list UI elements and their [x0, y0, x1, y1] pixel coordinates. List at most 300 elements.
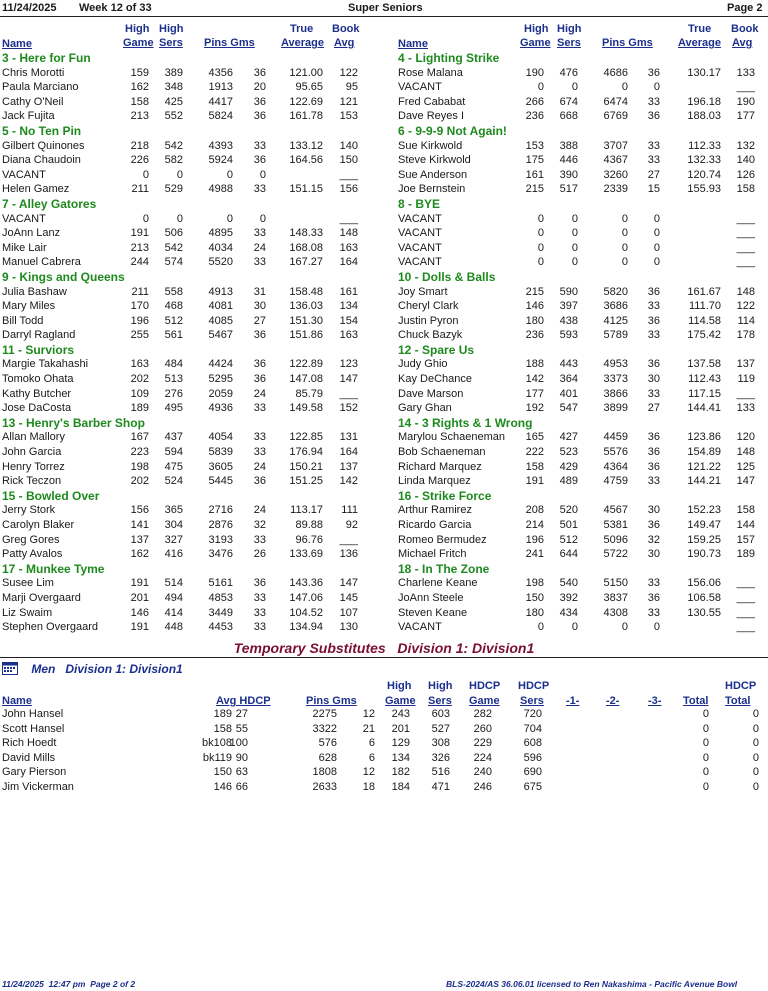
sub-pins: 3322 — [312, 722, 337, 735]
high-series: 425 — [164, 95, 183, 108]
sub-high-series: 308 — [431, 737, 450, 749]
high-series: 594 — [164, 446, 183, 459]
player-name: John Garcia — [2, 446, 62, 459]
games: 33 — [647, 95, 660, 108]
book-average: 189 — [736, 548, 755, 561]
player-row — [0, 460, 358, 475]
player-name: VACANT — [2, 168, 46, 181]
high-game: 0 — [537, 227, 544, 240]
player-row — [0, 285, 358, 300]
pins: 4356 — [208, 66, 233, 79]
player-name: Kathy Butcher — [2, 387, 72, 400]
true-average: 120.74 — [687, 168, 721, 181]
high-series: 674 — [559, 95, 578, 108]
player-row — [396, 95, 755, 110]
pins: 6769 — [603, 110, 628, 123]
player-row — [396, 299, 755, 314]
games: 36 — [647, 519, 660, 531]
player-row — [0, 241, 358, 256]
high-game: 141 — [130, 519, 149, 531]
high-game: 266 — [525, 95, 544, 108]
games: 33 — [647, 139, 660, 152]
games: 0 — [653, 81, 660, 94]
pins: 5445 — [208, 475, 233, 488]
high-series: 365 — [164, 504, 183, 517]
high-series: 0 — [571, 241, 578, 254]
player-row — [0, 153, 358, 168]
games: 36 — [647, 66, 660, 79]
high-series: 489 — [559, 475, 578, 488]
high-series: 523 — [559, 446, 578, 459]
games: 0 — [653, 227, 660, 240]
true-average: 121.00 — [289, 66, 323, 79]
games: 33 — [253, 446, 266, 459]
book-average: 158 — [736, 183, 755, 196]
sub-name: Jim Vickerman — [2, 780, 74, 793]
pins: 4853 — [208, 591, 233, 604]
sub-col-g1: -1- — [566, 695, 580, 707]
section-title: Temporary Substitutes Division 1: Division1 — [233, 640, 535, 656]
true-average: 158.48 — [289, 285, 323, 298]
pins: 0 — [621, 256, 628, 269]
col-true-1: True — [688, 23, 712, 35]
player-row — [396, 226, 755, 241]
sub-col-avg-hdcp: Avg HDCP — [216, 695, 271, 707]
sub-pins: 1808 — [312, 766, 337, 778]
true-average: 113.17 — [290, 504, 323, 517]
player-row — [396, 241, 755, 256]
book-average: 95 — [345, 81, 358, 94]
true-average: 112.43 — [688, 373, 721, 386]
true-average: 149.58 — [289, 402, 323, 415]
games: 33 — [647, 329, 660, 342]
player-name: Gilbert Quinones — [2, 139, 85, 152]
high-series: 476 — [559, 66, 578, 79]
high-series: 593 — [559, 329, 578, 342]
player-row — [396, 212, 755, 227]
high-series: 416 — [164, 548, 183, 561]
book-average: 156 — [339, 183, 358, 196]
sub-hdcp-game: 260 — [473, 722, 492, 735]
high-series: 276 — [164, 387, 183, 400]
sub-col-g2: -2- — [606, 695, 620, 707]
high-series: 512 — [559, 533, 578, 546]
games: 36 — [647, 431, 660, 444]
high-series: 512 — [164, 314, 183, 327]
sub-hdcp-game: 229 — [473, 737, 492, 749]
book-average: 157 — [736, 533, 755, 546]
team-heading: 3 - Here for Fun — [2, 51, 91, 65]
high-game: 137 — [130, 533, 149, 546]
sub-name: John Hansel — [2, 708, 64, 720]
book-average: 163 — [339, 329, 358, 342]
high-game: 0 — [142, 168, 149, 181]
player-row — [0, 372, 358, 387]
high-game: 175 — [525, 154, 544, 167]
team-heading: 5 - No Ten Pin — [2, 123, 82, 138]
player-name: Joy Smart — [398, 285, 448, 298]
sub-hdcp-total: 0 — [752, 708, 759, 720]
sub-hdcp-series: 690 — [523, 766, 542, 778]
player-row — [0, 299, 358, 314]
pins: 4308 — [603, 606, 628, 619]
high-series: 390 — [559, 168, 578, 181]
book-average: 133 — [736, 402, 755, 415]
book-average: ___ — [736, 227, 755, 240]
true-average: 152.23 — [687, 504, 721, 517]
pins: 0 — [621, 241, 628, 254]
book-average: 114 — [737, 314, 755, 327]
player-name: Margie Takahashi — [2, 358, 89, 371]
high-series: 388 — [559, 139, 578, 152]
book-average: 121 — [339, 95, 358, 108]
player-row — [0, 168, 358, 183]
high-game: 191 — [525, 475, 544, 488]
high-series: 574 — [164, 256, 183, 269]
high-series: 513 — [164, 373, 183, 386]
player-row — [0, 66, 358, 81]
high-series: 429 — [559, 460, 578, 473]
games: 0 — [653, 212, 660, 225]
high-series: 304 — [164, 519, 183, 531]
games: 33 — [253, 183, 266, 196]
sub-total: 0 — [702, 780, 709, 793]
games: 36 — [647, 110, 660, 123]
sub-hdcp-game: 240 — [473, 766, 492, 778]
high-series: 542 — [164, 241, 183, 254]
book-average: 133 — [736, 66, 755, 79]
book-average: 152 — [339, 402, 358, 415]
sub-hdcp-series: 720 — [523, 708, 542, 720]
book-average: ___ — [339, 212, 358, 225]
high-series: 414 — [164, 606, 183, 619]
games: 0 — [653, 256, 660, 269]
high-series: 501 — [559, 519, 578, 531]
pins: 4417 — [208, 95, 233, 108]
true-average: 106.58 — [687, 591, 721, 604]
sub-pins: 2633 — [312, 780, 337, 793]
games: 36 — [647, 446, 660, 459]
high-series: 0 — [571, 81, 578, 94]
true-average: 111.70 — [688, 300, 721, 313]
games: 36 — [647, 358, 660, 371]
games: 33 — [647, 606, 660, 619]
true-average: 122.85 — [289, 431, 323, 444]
games: 30 — [647, 504, 660, 517]
high-series: 542 — [164, 139, 183, 152]
true-average: 190.73 — [687, 548, 721, 561]
high-series: 520 — [559, 504, 578, 517]
high-game: 191 — [130, 621, 149, 634]
sub-games: 12 — [362, 708, 375, 720]
true-average: 117.15 — [688, 387, 721, 400]
true-average: 167.27 — [289, 256, 323, 269]
high-series: 494 — [164, 591, 183, 604]
high-series: 0 — [571, 621, 578, 634]
high-game: 159 — [130, 66, 149, 79]
book-average: 119 — [737, 373, 755, 386]
sub-high-series: 603 — [431, 708, 450, 720]
sub-col-hdcp-game-2: Game — [469, 695, 500, 707]
high-game: 146 — [130, 606, 149, 619]
high-game: 158 — [130, 95, 149, 108]
games: 24 — [253, 460, 266, 473]
true-average: 161.78 — [289, 110, 323, 123]
pins: 5161 — [208, 577, 233, 590]
true-average: 114.58 — [688, 314, 721, 327]
player-row — [396, 255, 755, 270]
pins: 4567 — [603, 504, 628, 517]
player-name: Mike Lair — [2, 241, 47, 254]
sub-col-name: Name — [2, 695, 32, 707]
high-game: 215 — [525, 285, 544, 298]
pins: 5150 — [603, 577, 628, 590]
player-row — [396, 445, 755, 460]
high-game: 202 — [130, 475, 149, 488]
player-name: Bill Todd — [2, 314, 44, 327]
sub-hdcp-series: 596 — [523, 751, 542, 764]
pins: 4034 — [208, 241, 233, 254]
substitute-row — [0, 708, 768, 723]
player-row — [396, 620, 755, 635]
player-row — [396, 460, 755, 475]
player-row — [396, 591, 755, 606]
high-series: 397 — [559, 300, 578, 313]
col-true-1: True — [290, 23, 314, 35]
sub-hdcp-total: 0 — [752, 766, 759, 778]
book-average: 125 — [736, 460, 755, 473]
pins: 3476 — [208, 548, 233, 561]
games: 33 — [647, 300, 660, 313]
player-name: Marji Overgaard — [2, 591, 81, 604]
player-name: Julia Bashaw — [2, 285, 67, 298]
sub-high-game: 182 — [391, 766, 410, 778]
sub-high-game: 184 — [391, 780, 410, 793]
report-week: Week 12 of 33 — [79, 2, 152, 14]
high-series: 517 — [559, 183, 578, 196]
pins: 0 — [621, 227, 628, 240]
sub-high-game: 201 — [391, 722, 410, 735]
book-average: 122 — [736, 300, 755, 313]
high-game: 163 — [130, 358, 149, 371]
games: 32 — [253, 519, 266, 531]
player-row — [396, 80, 755, 95]
true-average: 85.79 — [295, 387, 323, 400]
team-heading: 7 - Alley Gatores — [2, 196, 97, 211]
high-game: 211 — [131, 285, 149, 298]
high-series: 524 — [164, 475, 183, 488]
true-average: 132.33 — [687, 154, 721, 167]
high-series: 427 — [559, 431, 578, 444]
games: 33 — [253, 139, 266, 152]
player-name: Gary Ghan — [398, 402, 452, 415]
games: 36 — [647, 314, 660, 327]
true-average: 155.93 — [687, 183, 721, 196]
book-average: 147 — [736, 475, 755, 488]
games: 31 — [253, 285, 266, 298]
sub-games: 21 — [362, 722, 375, 735]
sub-high-series: 471 — [431, 780, 450, 793]
sub-avg: 189 — [213, 708, 232, 720]
player-row — [0, 139, 358, 154]
footer-left: 11/24/2025 12:47 pm Page 2 of 2 — [2, 979, 136, 989]
high-game: 223 — [130, 446, 149, 459]
player-row — [396, 606, 755, 621]
player-name: Henry Torrez — [2, 460, 65, 473]
sub-games: 12 — [362, 766, 375, 778]
pins: 6474 — [603, 95, 628, 108]
player-name: VACANT — [398, 212, 442, 225]
pins: 3373 — [603, 373, 628, 386]
player-name: Kay DeChance — [398, 373, 472, 386]
team-heading: 15 - Bowled Over — [2, 488, 100, 503]
games: 30 — [647, 373, 660, 386]
pins: 2876 — [208, 519, 233, 531]
games: 36 — [253, 95, 266, 108]
high-game: 213 — [130, 241, 149, 254]
high-series: 540 — [559, 577, 578, 590]
high-series: 0 — [571, 227, 578, 240]
games: 27 — [647, 402, 660, 415]
col-book-2: Avg — [732, 37, 753, 49]
book-average: 123 — [339, 358, 358, 371]
true-average: 136.03 — [289, 300, 323, 313]
book-average: ___ — [339, 387, 358, 400]
pins: 5924 — [208, 154, 233, 167]
book-average: 120 — [736, 431, 755, 444]
report-header — [0, 1, 768, 16]
sub-name: David Mills — [2, 751, 56, 764]
player-name: Ricardo Garcia — [398, 519, 472, 531]
true-average: 176.94 — [289, 446, 323, 459]
high-game: 202 — [130, 373, 149, 386]
sub-pins: 2275 — [312, 708, 337, 720]
sub-games: 18 — [362, 780, 375, 793]
player-name: Sue Anderson — [398, 168, 468, 181]
pins: 4393 — [208, 139, 233, 152]
left-standings — [0, 51, 358, 635]
sub-high-game: 129 — [391, 737, 410, 749]
pins: 5096 — [603, 533, 628, 546]
book-average: ___ — [736, 241, 755, 254]
sub-high-series: 527 — [431, 722, 450, 735]
sub-col-hdcp-sers-1: HDCP — [518, 680, 550, 692]
player-name: Linda Marquez — [398, 475, 471, 488]
player-name: Diana Chaudoin — [2, 154, 81, 167]
pins: 0 — [226, 168, 233, 181]
player-row — [396, 547, 755, 562]
book-average: 150 — [339, 154, 358, 167]
high-game: 236 — [525, 329, 544, 342]
high-game: 214 — [525, 519, 544, 531]
pins: 5520 — [208, 256, 233, 269]
book-average: 140 — [339, 139, 358, 152]
sub-total: 0 — [702, 737, 709, 749]
games: 36 — [253, 110, 266, 123]
book-average: 161 — [339, 285, 358, 298]
high-game: 161 — [525, 168, 544, 181]
games: 15 — [647, 183, 660, 196]
player-name: Steve Kirkwold — [398, 154, 471, 167]
pins: 5722 — [603, 548, 628, 561]
true-average: 150.21 — [289, 460, 323, 473]
player-name: VACANT — [398, 81, 442, 94]
book-average: 137 — [736, 358, 755, 371]
book-average: 178 — [736, 329, 755, 342]
true-average: 122.89 — [289, 358, 323, 371]
high-series: 547 — [559, 402, 578, 415]
sub-hdcp-total: 0 — [752, 751, 759, 764]
high-series: 0 — [571, 256, 578, 269]
high-series: 506 — [164, 227, 183, 240]
high-series: 668 — [559, 110, 578, 123]
sub-avg: 146 — [213, 780, 232, 793]
book-average: ___ — [736, 387, 755, 400]
col-high-game-2: Game — [520, 37, 551, 49]
player-name: Bob Schaeneman — [398, 446, 486, 459]
player-name: Liz Swaim — [2, 606, 53, 619]
player-name: Michael Fritch — [398, 548, 467, 561]
high-series: 392 — [559, 591, 578, 604]
player-name: Mary Miles — [2, 300, 56, 313]
pins: 4459 — [603, 431, 628, 444]
sub-name: Gary Pierson — [2, 766, 67, 778]
player-name: Charlene Keane — [398, 577, 478, 590]
section-divider — [0, 657, 768, 658]
pins: 0 — [621, 212, 628, 225]
player-row — [0, 503, 358, 518]
high-series: 590 — [559, 285, 578, 298]
high-series: 327 — [164, 533, 183, 546]
pins: 4367 — [603, 154, 628, 167]
book-average: 144 — [736, 519, 755, 531]
pins: 4453 — [208, 621, 233, 634]
games: 36 — [647, 460, 660, 473]
true-average: 161.67 — [687, 285, 721, 298]
true-average: 134.94 — [289, 621, 323, 634]
high-series: 558 — [164, 285, 183, 298]
player-row — [396, 503, 755, 518]
high-series: 438 — [559, 314, 578, 327]
high-game: 211 — [131, 183, 149, 196]
high-game: 0 — [537, 241, 544, 254]
player-name: VACANT — [2, 212, 46, 225]
book-average: 111 — [341, 504, 358, 517]
player-row — [396, 285, 755, 300]
games: 20 — [253, 81, 266, 94]
true-average: 144.21 — [687, 475, 721, 488]
player-row — [396, 372, 755, 387]
sub-total: 0 — [702, 766, 709, 778]
player-row — [396, 314, 755, 329]
pins: 3193 — [208, 533, 233, 546]
pins: 4936 — [208, 402, 233, 415]
sub-games: 6 — [368, 737, 375, 749]
sub-col-hdcp-game-1: HDCP — [469, 680, 501, 692]
player-name: Helen Gamez — [2, 183, 70, 196]
high-series: 495 — [164, 402, 183, 415]
book-average: 107 — [339, 606, 358, 619]
high-game: 180 — [525, 314, 544, 327]
book-average: 132 — [736, 139, 755, 152]
high-series: 401 — [559, 387, 578, 400]
sub-hdcp-game: 282 — [473, 708, 492, 720]
true-average: 151.86 — [289, 329, 323, 342]
col-true-2: Average — [281, 37, 325, 49]
games: 26 — [253, 548, 266, 561]
book-average: 148 — [339, 227, 358, 240]
games: 33 — [647, 475, 660, 488]
